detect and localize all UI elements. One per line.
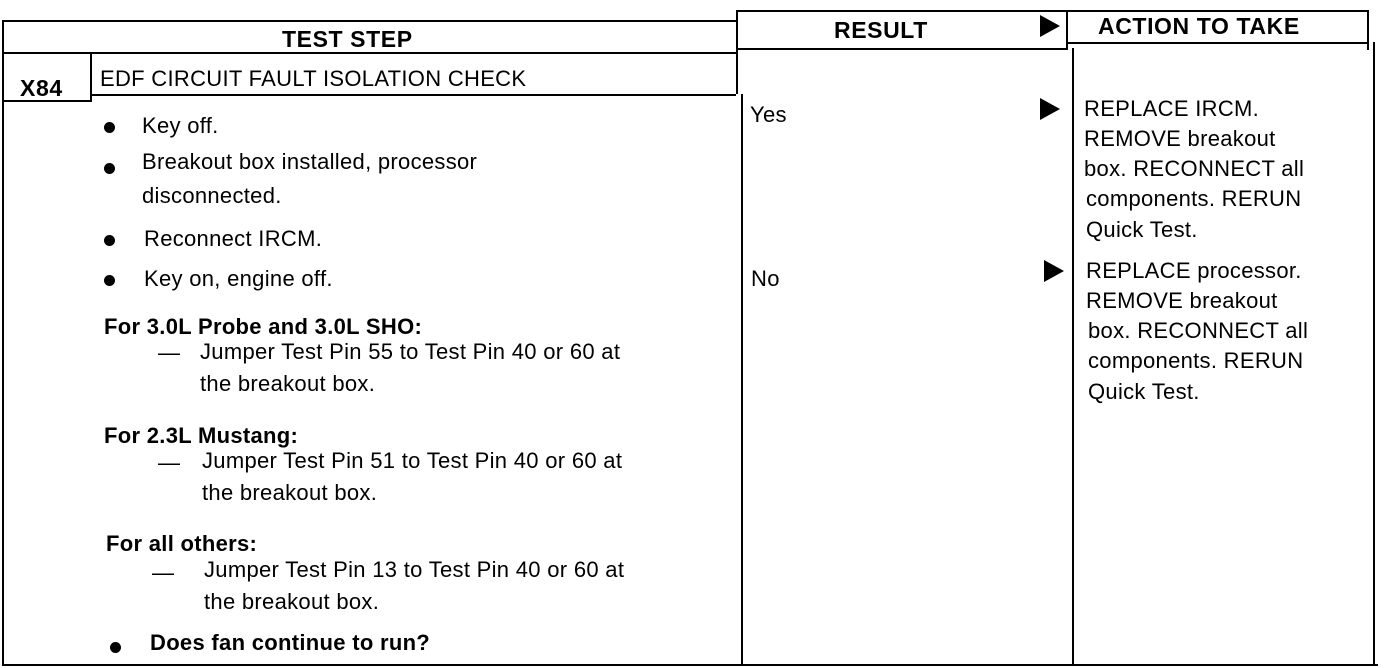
group-instruction-probe-sho-cont: the breakout box. (200, 371, 376, 396)
action-yes-line: components. RERUN (1086, 186, 1302, 211)
dash: — (158, 340, 180, 365)
bullet-icon (104, 275, 115, 286)
bullet-icon (104, 235, 115, 246)
action-no-line: REPLACE processor. (1086, 258, 1302, 283)
action-no-line: Quick Test. (1088, 379, 1200, 404)
bullet-icon (104, 163, 115, 174)
result-no: No (751, 266, 780, 291)
bullet-key-on: Key on, engine off. (144, 266, 333, 291)
action-no-line: components. RERUN (1088, 348, 1304, 373)
result-right-border (1066, 10, 1068, 50)
header-test-step: TEST STEP (282, 26, 413, 52)
step-title-bottom-rule-2 (92, 94, 736, 96)
action-yes-line: box. RECONNECT all (1084, 156, 1305, 181)
step-title: EDF CIRCUIT FAULT ISOLATION CHECK (100, 66, 527, 91)
result-yes-arrow-icon (1040, 98, 1060, 120)
group-instruction-mustang: Jumper Test Pin 51 to Test Pin 40 or 60 at (202, 448, 623, 473)
bullet-reconnect-ircm: Reconnect IRCM. (144, 226, 323, 251)
dash: — (152, 560, 174, 585)
test-step-right-border-lower (741, 94, 743, 666)
bullet-icon (110, 642, 121, 653)
action-yes-line: REPLACE IRCM. (1084, 96, 1260, 121)
group-label-mustang: For 2.3L Mustang: (104, 423, 299, 448)
step-id-divider (90, 52, 92, 102)
result-no-arrow-icon (1044, 260, 1064, 282)
action-no-line: box. RECONNECT all (1088, 318, 1309, 343)
group-instruction-all-others: Jumper Test Pin 13 to Test Pin 40 or 60 at (204, 557, 625, 582)
action-no-line: REMOVE breakout (1086, 288, 1278, 313)
header-action: ACTION TO TAKE (1098, 13, 1300, 39)
question-fan-run: Does fan continue to run? (150, 630, 431, 655)
bullet-breakout-box-cont: disconnected. (142, 183, 282, 208)
group-instruction-mustang-cont: the breakout box. (202, 480, 378, 505)
dash: — (158, 450, 180, 475)
test-step-right-border (736, 10, 738, 94)
group-instruction-all-others-cont: the breakout box. (204, 589, 380, 614)
action-yes-line: Quick Test. (1086, 217, 1198, 242)
header-arrow-icon (1040, 15, 1060, 37)
group-label-all-others: For all others: (106, 531, 258, 556)
action-header-bottom-rule (1068, 42, 1368, 44)
table-top-border (2, 20, 736, 22)
group-instruction-probe-sho: Jumper Test Pin 55 to Test Pin 40 or 60 at (200, 339, 621, 364)
result-right-border-lower (1072, 48, 1074, 666)
result-yes: Yes (750, 102, 787, 127)
bullet-icon (104, 122, 115, 133)
table-left-border (2, 20, 4, 666)
header-bottom-rule-right (736, 48, 1068, 50)
bullet-breakout-box: Breakout box installed, processor (142, 149, 478, 174)
group-label-probe-sho: For 3.0L Probe and 3.0L SHO: (104, 314, 423, 339)
action-yes-line: REMOVE breakout (1084, 126, 1276, 151)
step-id: X84 (20, 75, 63, 101)
table-right-border-lower (1373, 42, 1375, 666)
header-result: RESULT (834, 17, 928, 43)
table-right-border (1367, 10, 1369, 50)
bullet-key-off: Key off. (142, 113, 219, 138)
table-bottom-border (2, 664, 1378, 666)
